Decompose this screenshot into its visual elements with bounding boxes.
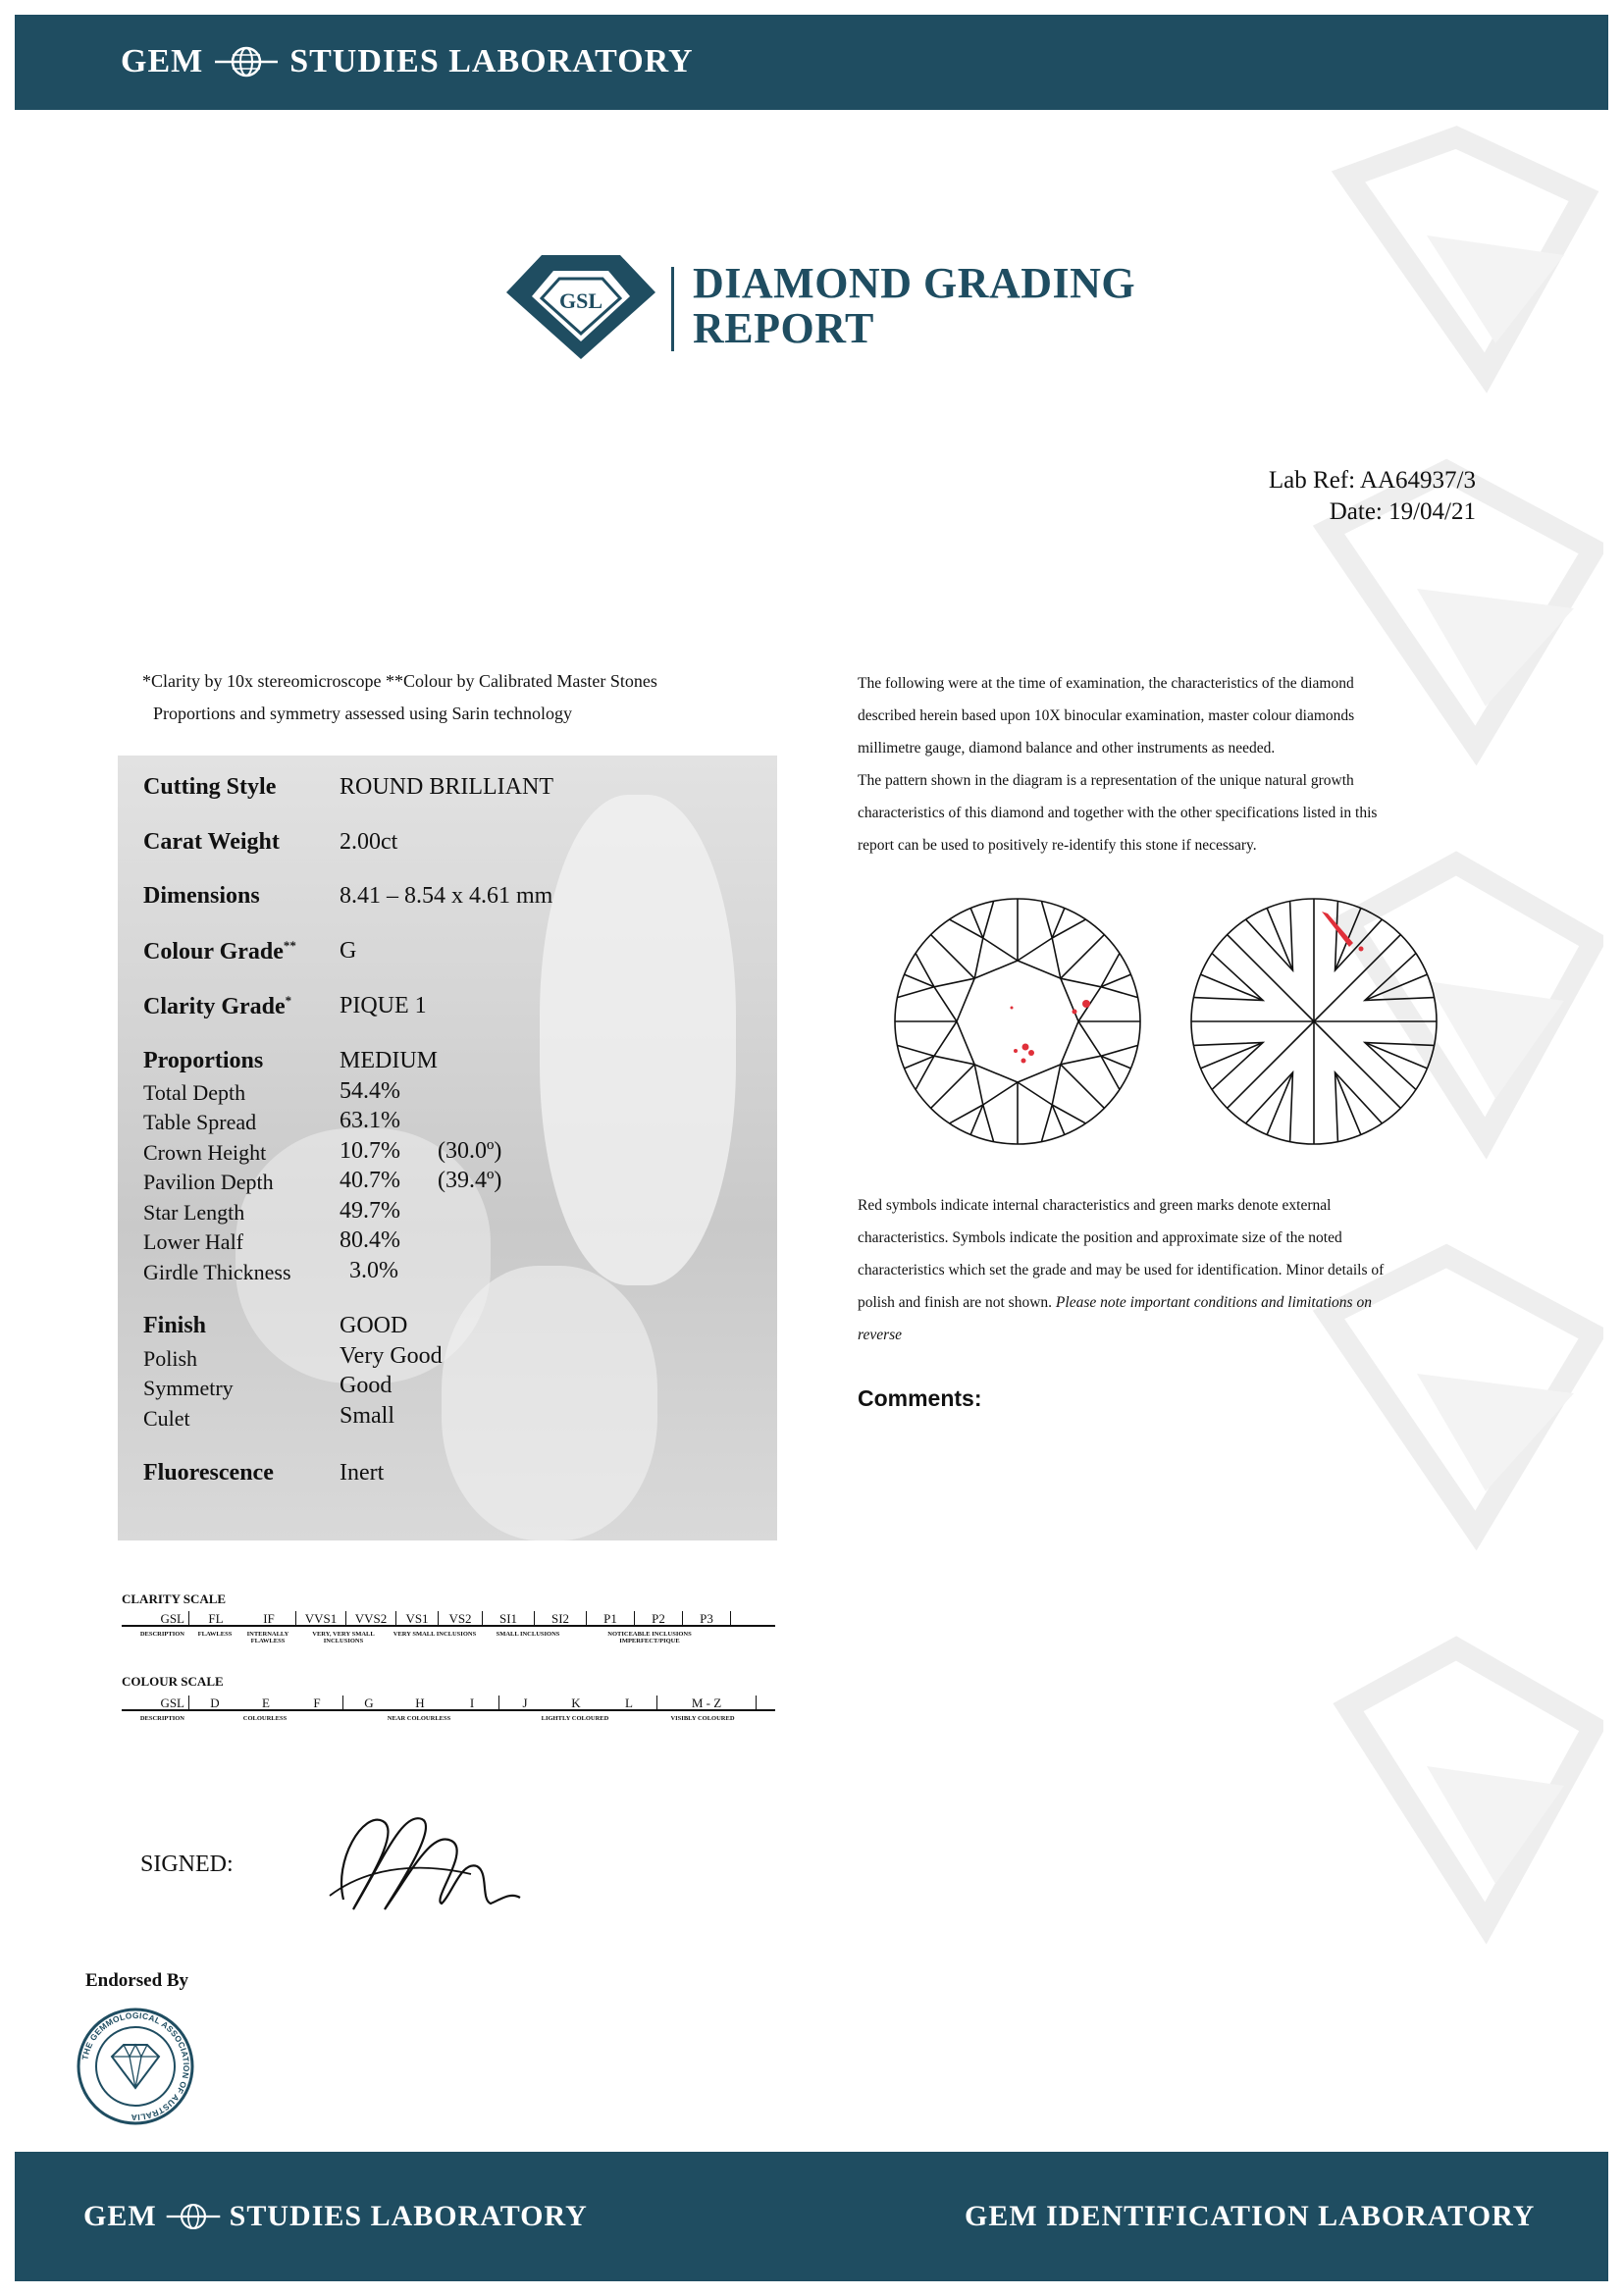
table-facet xyxy=(957,961,1078,1082)
pavilion-angle-value: (39.4º) xyxy=(438,1168,502,1193)
lower-half-value: 80.4% xyxy=(340,1227,400,1253)
clarity-desc: VERY SMALL INCLUSIONS xyxy=(393,1631,477,1638)
clarity-grade-cell: VVS1 xyxy=(296,1611,346,1627)
clarity-scale-title: CLARITY SCALE xyxy=(122,1592,227,1606)
cutting-style-value: ROUND BRILLIANT xyxy=(340,774,553,800)
crown-angle-value: (30.0º) xyxy=(438,1138,502,1164)
pavilion-main-edge xyxy=(1314,1021,1400,1108)
colour-desc: VISIBLY COLOURED xyxy=(670,1715,735,1722)
para3-line4-b: Please note important conditions and limitations on xyxy=(1055,1294,1372,1311)
clarity-grade-cell: IF xyxy=(242,1611,296,1627)
proportions-label: Proportions xyxy=(143,1048,264,1073)
pavilion-main-edge xyxy=(1314,935,1400,1021)
star-facet xyxy=(1061,978,1101,1021)
header-brand-gem: GEM xyxy=(121,43,204,79)
star-facet xyxy=(934,978,974,1021)
clarity-grade-cell: SI1 xyxy=(483,1611,535,1627)
upper-girdle-edge xyxy=(905,1056,934,1069)
girdle-facet-edge xyxy=(1041,1105,1085,1142)
star-facet xyxy=(1018,938,1061,978)
endorsed-label: Endorsed By xyxy=(85,1970,189,1991)
clarity-scale-grades xyxy=(122,1609,731,1627)
clarity-grade-cell: SI2 xyxy=(535,1611,587,1627)
colour-grade-cell: E xyxy=(262,1696,270,1710)
footer-brand-right: GEM IDENTIFICATION LABORATORY xyxy=(965,2200,1536,2232)
para3-line2: characteristics. Symbols indicate the position and approximate size of the noted xyxy=(858,1229,1342,1246)
colour-desc: LIGHTLY COLOURED xyxy=(541,1715,609,1722)
lab-ref: Lab Ref: AA64937/3 xyxy=(1268,467,1476,494)
colour-grade-value: G xyxy=(340,938,357,964)
cutting-style-label: Cutting Style xyxy=(143,774,277,800)
globe-diamond-icon xyxy=(165,2202,222,2231)
colour-scale-descriptions xyxy=(122,1715,752,1722)
report-title-line1: DIAMOND GRADING xyxy=(693,259,1136,307)
clarity-grade-cell: FL xyxy=(208,1611,224,1626)
clarity-desc: DESCRIPTION xyxy=(139,1631,184,1638)
clarity-grade-cell: GSL xyxy=(122,1611,189,1627)
crown-height-label: Crown Height xyxy=(143,1140,267,1165)
symmetry-label: Symmetry xyxy=(143,1376,234,1400)
note-clarity-colour: *Clarity by 10x stereomicroscope **Colour by Calibrated Master Stones xyxy=(142,671,657,691)
lower-girdle-edge xyxy=(1365,974,1428,1000)
clarity-grade-cell: VVS2 xyxy=(346,1611,396,1627)
star-length-value: 49.7% xyxy=(340,1198,400,1224)
proportions-value: MEDIUM xyxy=(340,1048,438,1073)
colour-grade-cell: K xyxy=(571,1696,581,1710)
para3-line4-a: polish and finish are not shown. xyxy=(858,1294,1056,1311)
gsl-logo-text: GSL xyxy=(558,288,603,313)
footer-brand-gem: GEM xyxy=(83,2200,157,2232)
colour-grade-cell: GSL xyxy=(122,1696,189,1711)
carat-weight-value: 2.00ct xyxy=(340,829,398,855)
symmetry-value: Good xyxy=(340,1373,393,1398)
culet-value: Small xyxy=(340,1403,395,1429)
para2-line1: The pattern shown in the diagram is a representation of the unique natural growth xyxy=(858,772,1354,789)
gsl-diamond-logo xyxy=(502,247,659,363)
clarity-grade-label xyxy=(143,993,291,1020)
para3-line3: characteristics which set the grade and may be used for identification. Minor details of xyxy=(858,1262,1385,1278)
pavilion-main-edge xyxy=(1228,1021,1314,1108)
pavilion-main-edge xyxy=(1228,935,1314,1021)
signed-label: SIGNED: xyxy=(140,1852,234,1877)
clarity-grade-cell: P1 xyxy=(587,1611,635,1627)
girdle-thickness-label: Girdle Thickness xyxy=(143,1260,291,1284)
footer-band xyxy=(15,2152,1608,2281)
para1-line2: described herein based upon 10X binocular examination, master colour diamonds xyxy=(858,707,1355,724)
clarity-grade-cell: P2 xyxy=(635,1611,683,1627)
note-proportions: Proportions and symmetry assessed using Sarin technology xyxy=(153,704,572,723)
pavilion-depth-value: 40.7% xyxy=(340,1168,400,1193)
colour-scale-grades xyxy=(122,1694,757,1711)
kite-edge xyxy=(1061,1065,1105,1109)
carat-weight-label: Carat Weight xyxy=(143,829,280,855)
star-facet xyxy=(1018,1065,1061,1105)
diamond-plot-pavilion xyxy=(1185,893,1442,1150)
clarity-grade-value: PIQUE 1 xyxy=(340,993,427,1018)
para3-line5-text: reverse xyxy=(858,1327,903,1343)
total-depth-label: Total Depth xyxy=(143,1080,246,1105)
kite-edge xyxy=(1061,935,1105,979)
header-brand-studies: STUDIES LABORATORY xyxy=(289,43,694,79)
clarity-grade-sup: * xyxy=(285,993,292,1008)
para2-line3: report can be used to positively re-identify this stone if necessary. xyxy=(858,837,1257,854)
para1-line3: millimetre gauge, diamond balance and other instruments as needed. xyxy=(858,740,1276,757)
kite-edge xyxy=(931,935,975,979)
star-facet xyxy=(974,1065,1018,1105)
gaa-seal xyxy=(75,2006,196,2127)
para2-line2: characteristics of this diamond and together with the other specifications listed in this xyxy=(858,805,1378,821)
colour-grade-cell: H xyxy=(415,1696,425,1710)
seal-text: THE GEMMOLOGICAL ASSOCIATION OF AUSTRALIA xyxy=(79,2009,192,2123)
para1-line1: The following were at the time of examination, the characteristics of the diamond xyxy=(858,675,1354,692)
clarity-desc: SMALL INCLUSIONS xyxy=(496,1631,560,1638)
colour-desc: NEAR COLOURLESS xyxy=(387,1715,451,1722)
upper-girdle-edge xyxy=(1052,1105,1065,1134)
comments-label: Comments: xyxy=(858,1385,982,1411)
upper-girdle-edge xyxy=(1101,974,1130,987)
clarity-desc: FLAWLESS xyxy=(197,1631,233,1638)
colour-grade-sup: ** xyxy=(283,938,296,953)
colour-scale-title: COLOUR SCALE xyxy=(122,1674,224,1689)
clarity-grade-cell: VS2 xyxy=(439,1611,483,1627)
dimensions-value: 8.41 – 8.54 x 4.61 mm xyxy=(340,883,553,909)
para3-line4 xyxy=(858,1286,1476,1320)
girdle-facet-edge xyxy=(950,1105,994,1142)
upper-girdle-edge xyxy=(1052,909,1065,938)
lower-girdle-edge xyxy=(1267,909,1292,971)
lower-half-label: Lower Half xyxy=(143,1229,244,1254)
lower-girdle-edge xyxy=(1201,1043,1264,1069)
clarity-desc: VERY, VERY SMALL INCLUSIONS xyxy=(312,1631,375,1644)
colour-grade-cell: F xyxy=(291,1696,343,1711)
colour-desc: COLOURLESS xyxy=(242,1715,288,1722)
title-divider xyxy=(671,267,674,351)
pavilion-depth-label: Pavilion Depth xyxy=(143,1170,274,1194)
footer-brand-studies: STUDIES LABORATORY xyxy=(229,2200,588,2232)
clarity-desc: NOTICEABLE INCLUSIONS IMPERFECT/PIQUE xyxy=(607,1631,692,1644)
finish-value: GOOD xyxy=(340,1313,408,1338)
report-title xyxy=(693,261,1135,351)
colour-grade-cell: L xyxy=(602,1696,657,1711)
dimensions-label: Dimensions xyxy=(143,883,260,909)
colour-grade-cell: I xyxy=(445,1696,499,1711)
clarity-grade-cell: VS1 xyxy=(396,1611,439,1627)
clarity-grade-label-text: Clarity Grade xyxy=(143,994,286,1019)
fluorescence-value: Inert xyxy=(340,1460,385,1486)
upper-girdle-edge xyxy=(905,974,934,987)
colour-grade-cell: M - Z xyxy=(657,1696,757,1711)
para3-line5 xyxy=(858,1319,1476,1352)
upper-girdle-edge xyxy=(970,1105,983,1134)
girdle-facet-edge xyxy=(897,1045,934,1089)
colour-desc: DESCRIPTION xyxy=(139,1715,184,1722)
girdle-thickness-value: 3.0% xyxy=(349,1258,398,1283)
table-spread-label: Table Spread xyxy=(143,1110,257,1134)
star-facet xyxy=(1061,1021,1101,1065)
colour-grade-cell: D xyxy=(210,1696,220,1710)
girdle-facet-edge xyxy=(897,954,934,998)
signature xyxy=(324,1801,530,1919)
polish-label: Polish xyxy=(143,1346,198,1371)
lower-girdle-edge xyxy=(1335,1072,1361,1135)
upper-girdle-edge xyxy=(970,909,983,938)
total-depth-value: 54.4% xyxy=(340,1078,400,1104)
star-length-label: Star Length xyxy=(143,1200,245,1225)
girdle-facet-edge xyxy=(1101,954,1138,998)
header-brand xyxy=(121,34,694,89)
girdle-facet-edge xyxy=(950,901,994,938)
diamond-plot-crown xyxy=(889,893,1146,1150)
girdle-facet-edge xyxy=(1041,901,1085,938)
globe-diamond-icon xyxy=(213,45,280,78)
colour-grade-cell: G xyxy=(364,1696,374,1710)
lower-girdle-edge xyxy=(1365,1043,1428,1069)
star-facet xyxy=(974,938,1018,978)
polish-value: Very Good xyxy=(340,1343,443,1369)
table-spread-value: 63.1% xyxy=(340,1108,400,1133)
culet-label: Culet xyxy=(143,1406,190,1431)
upper-girdle-edge xyxy=(1101,1056,1130,1069)
finish-label: Finish xyxy=(143,1313,207,1338)
footer-brand-left xyxy=(83,2189,588,2244)
clarity-desc: INTERNALLY FLAWLESS xyxy=(246,1631,289,1644)
report-date: Date: 19/04/21 xyxy=(1329,498,1476,525)
crown-height-value: 10.7% xyxy=(340,1138,400,1164)
kite-edge xyxy=(931,1065,975,1109)
clarity-grade-cell: P3 xyxy=(683,1611,731,1627)
colour-grade-cell: J xyxy=(522,1696,528,1710)
inclusion-marks xyxy=(1011,1000,1091,1064)
colour-grade-label xyxy=(143,938,296,965)
fluorescence-label: Fluorescence xyxy=(143,1460,274,1486)
para3-line1: Red symbols indicate internal characteristics and green marks denote external xyxy=(858,1197,1332,1214)
lower-girdle-edge xyxy=(1267,1072,1292,1135)
clarity-scale-descriptions xyxy=(122,1631,720,1644)
lower-girdle-edge xyxy=(1201,974,1264,1000)
colour-grade-label-text: Colour Grade xyxy=(143,939,284,965)
report-title-line2: REPORT xyxy=(693,304,874,352)
girdle-facet-edge xyxy=(1101,1045,1138,1089)
star-facet xyxy=(934,1021,974,1065)
header-band xyxy=(15,15,1608,110)
